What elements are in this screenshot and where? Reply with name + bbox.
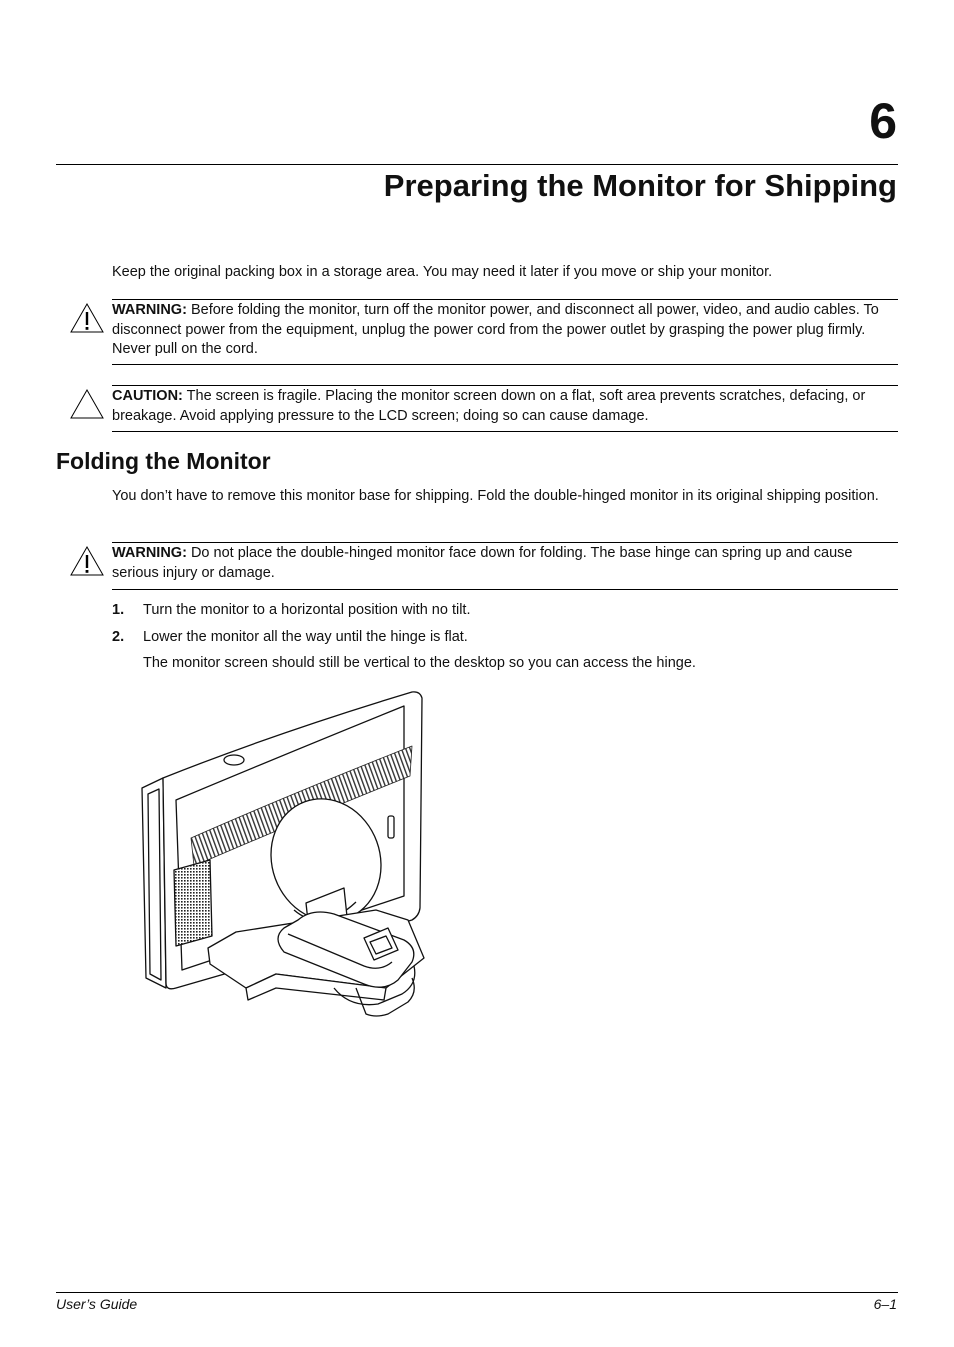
warning-notice-power — [112, 299, 898, 365]
step-note-text: The monitor screen should still be vertical to the desktop so you can access the hinge. — [143, 655, 696, 671]
notice-text: Do not place the double-hinged monitor face down for folding. The base hinge can spring up and cause serious injury or damage. — [112, 545, 853, 581]
footer-page-number: 6–1 — [873, 1296, 897, 1312]
notice-text: The screen is fragile. Placing the monitor screen down on a flat, soft area prevents scratches, defacing, or breakage. Avoid applying pressure to the LCD screen; doing so can cause damage. — [112, 388, 866, 424]
section-intro: You don’t have to remove this monitor base for shipping. Fold the double-hinged monitor in its original shipping position. — [112, 488, 879, 504]
footer-rule — [56, 1292, 898, 1293]
step-number: 1. — [112, 602, 125, 618]
notice-label: CAUTION: — [112, 388, 183, 404]
step-text: Lower the monitor all the way until the hinge is flat. — [143, 629, 468, 645]
footer-guide-title: User’s Guide — [56, 1296, 138, 1312]
chapter-number: 6 — [869, 93, 897, 149]
chapter-rule — [56, 164, 898, 165]
step-number: 2. — [112, 629, 125, 645]
caution-icon — [70, 389, 104, 419]
step-text: Turn the monitor to a horizontal position with no tilt. — [143, 602, 471, 618]
notice-label: WARNING: — [112, 302, 187, 318]
notice-label: WARNING: — [112, 545, 187, 561]
notice-text: Before folding the monitor, turn off the monitor power, and disconnect all power, video, and audio cables. To disconnect power from the equipment, unplug the power cord from the power outlet by grasping the power plug firmly. Never pull on the cord. — [112, 302, 879, 357]
intro-paragraph: Keep the original packing box in a storage area. You may need it later if you move or ship your monitor. — [112, 264, 773, 280]
caution-notice-screen — [112, 385, 898, 432]
chapter-title: Preparing the Monitor for Shipping — [383, 168, 897, 203]
warning-icon — [70, 303, 104, 333]
section-heading: Folding the Monitor — [56, 448, 271, 474]
monitor-illustration — [136, 688, 430, 1018]
warning-notice-folding — [112, 542, 898, 590]
warning-icon — [70, 546, 104, 576]
